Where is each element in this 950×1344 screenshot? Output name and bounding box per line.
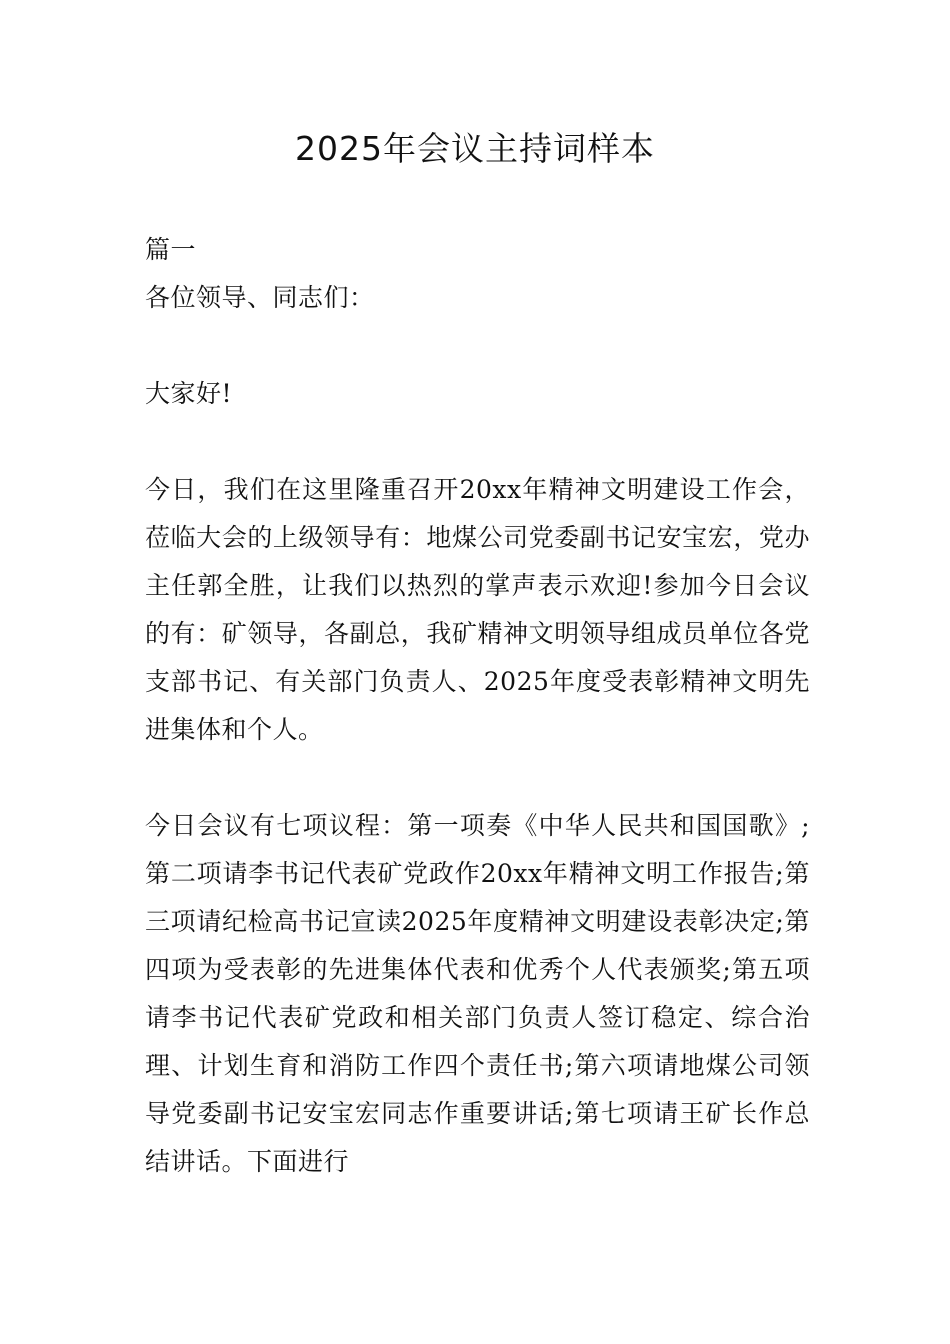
paragraph-agenda: 今日会议有七项议程：第一项奏《中华人民共和国国歌》;第二项请李书记代表矿党政作20xx年精神文明工作报告;第三项请纪检高书记宣读2025年度精神文明建设表彰决定;第四项为受表彰的先进集体代表和优秀个人代表颁奖;第五项请李书记代表矿党政和相关部门负责人签订稳定、综合治理、计划生育和消防工作四个责任书;第六项请地煤公司领导党委副书记安宝宏同志作重要讲话;第七项请王矿长作总结讲话。下面进行 [145, 811, 810, 1176]
document-body [145, 226, 810, 1186]
paragraph-gap [145, 322, 810, 370]
section-label: 篇一 [145, 235, 197, 264]
paragraph-gap [145, 754, 810, 802]
paragraph-gap [145, 418, 810, 466]
paragraph-attendees: 今日，我们在这里隆重召开20xx年精神文明建设工作会，莅临大会的上级领导有：地煤公司党委副书记安宝宏，党办主任郭全胜，让我们以热烈的掌声表示欢迎!参加今日会议的有：矿领导，各副总，我矿精神文明领导组成员单位各党支部书记、有关部门负责人、2025年度受表彰精神文明先进集体和个人。 [145, 475, 810, 744]
salutation: 各位领导、同志们： [145, 283, 375, 312]
document-title: 2025年会议主持词样本 [295, 129, 655, 168]
greeting: 大家好! [145, 379, 233, 408]
